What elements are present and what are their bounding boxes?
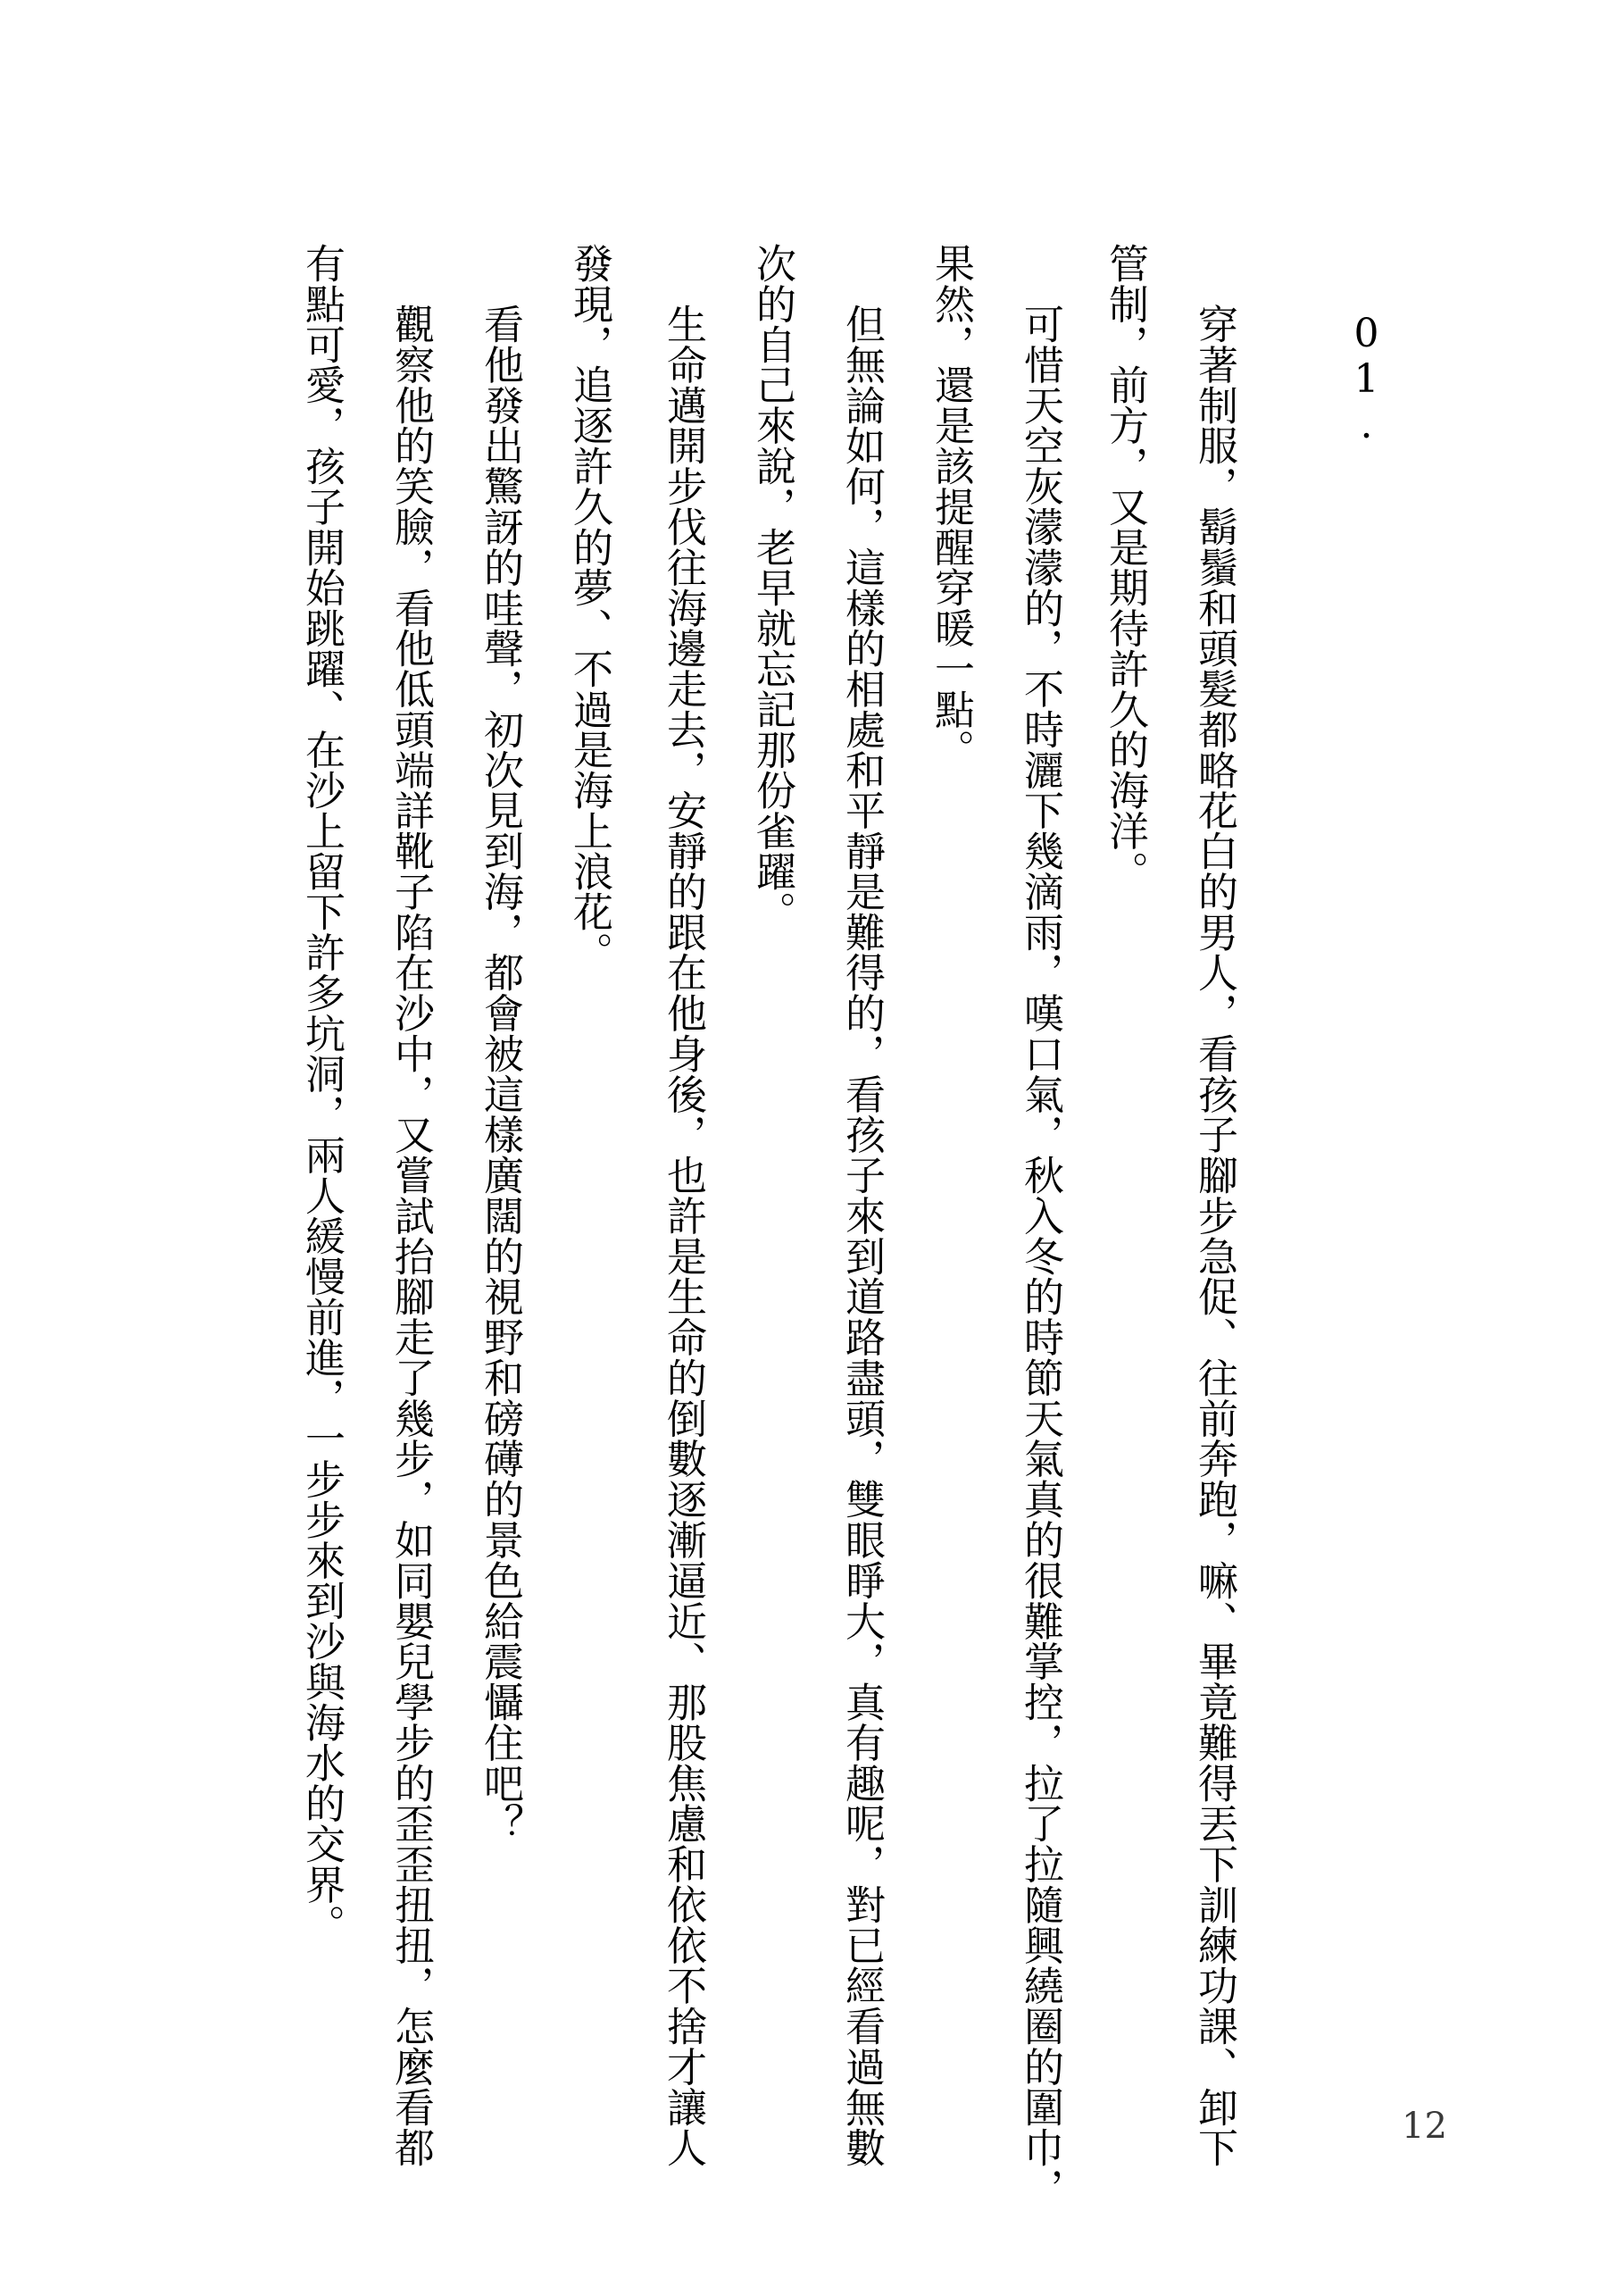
text-column-5: 但無論如何，這樣的相處和平靜是難得的，看孩子來到道路盡頭，雙眼睜大，真有趣呢，對已經看過無數 xyxy=(838,304,886,2168)
page-number: 12 xyxy=(1402,2106,1447,2147)
text-column-9: 看他發出驚訝的哇聲，初次見到海，都會被這樣廣闊的視野和磅礡的景色給震懾住吧？ xyxy=(477,304,524,1844)
text-column-6: 次的自己來說，老早就忘記那份雀躍。 xyxy=(749,243,796,932)
text-column-11: 有點可愛，孩子開始跳躍、在沙上留下許多坑洞，兩人緩慢前進，一步步來到沙與海水的交界。 xyxy=(298,243,346,1945)
chapter-heading: 01. xyxy=(1344,311,1389,447)
text-column-4: 果然，還是該提醒穿暖一點。 xyxy=(928,243,975,770)
text-column-10: 觀察他的笑臉，看他低頭端詳靴子陷在沙中，又嘗試抬腳走了幾步，如同嬰兒學步的歪歪扭扭，怎麼看都 xyxy=(387,304,435,2168)
text-column-7: 生命邁開步伐往海邊走去，安靜的跟在他身後，也許是生命的倒數逐漸逼近、那股焦慮和依依不捨才讓人 xyxy=(660,304,707,2168)
text-column-3: 可惜天空灰濛濛的，不時灑下幾滴雨，嘆口氣，秋入冬的時節天氣真的很難掌控，拉了拉隨興繞圈的圍巾， xyxy=(1017,304,1064,2208)
text-column-1: 穿著制服，鬍鬚和頭髮都略花白的男人，看孩子腳步急促、往前奔跑，嘛、畢竟難得丟下訓練功課、卸下 xyxy=(1191,304,1238,2168)
text-column-8: 發現，追逐許久的夢、不過是海上浪花。 xyxy=(566,243,613,972)
text-column-2: 管制，前方，又是期待許久的海洋。 xyxy=(1102,243,1149,892)
